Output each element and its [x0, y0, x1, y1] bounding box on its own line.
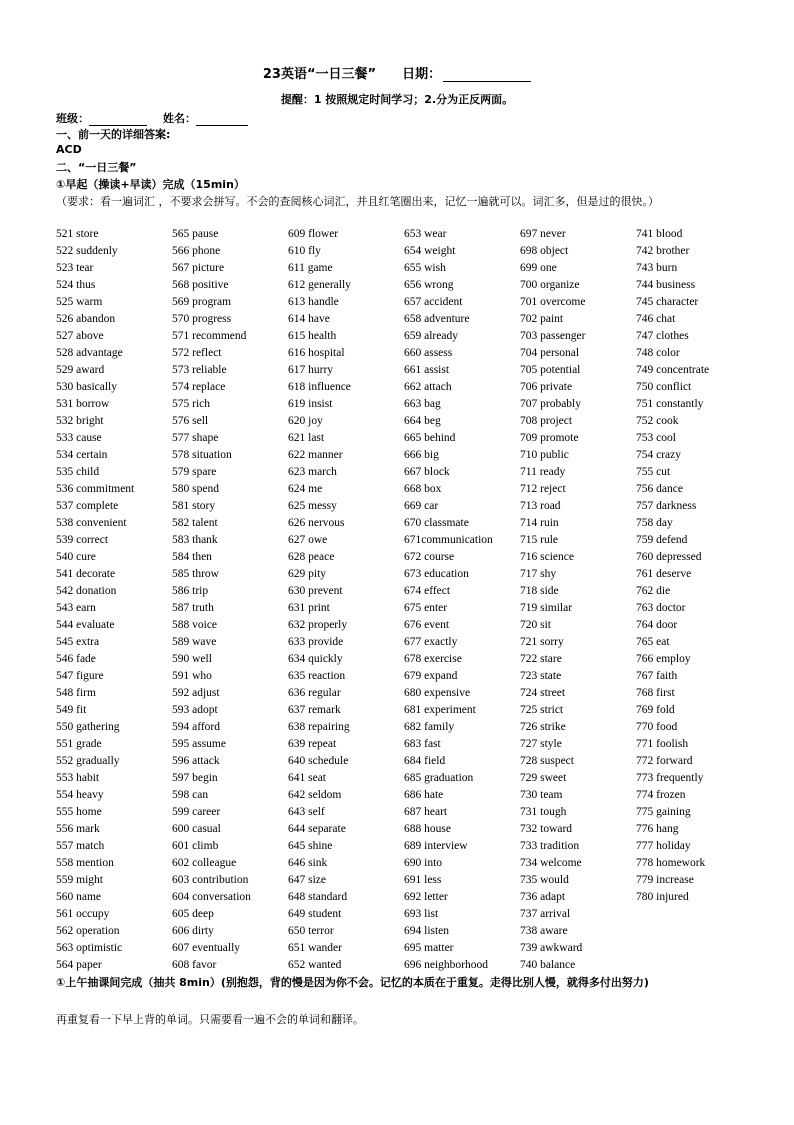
vocab-item: 775 gaining: [636, 806, 691, 818]
vocab-item: 665 behind: [404, 432, 456, 444]
vocab-item: 568 positive: [172, 279, 229, 291]
vocab-item: 530 basically: [56, 381, 117, 393]
vocab-item: 683 fast: [404, 738, 441, 750]
vocab-item: 582 talent: [172, 517, 218, 529]
vocab-item: 760 depressed: [636, 551, 702, 563]
vocab-item: 538 convenient: [56, 517, 127, 529]
vocab-item: 689 interview: [404, 840, 468, 852]
vocab-item: 528 advantage: [56, 347, 123, 359]
vocab-item: 674 effect: [404, 585, 451, 597]
vocab-item: 550 gathering: [56, 721, 120, 733]
vocab-item: 762 die: [636, 585, 671, 597]
name-label: 姓名：: [163, 112, 196, 125]
vocab-item: 716 science: [520, 551, 574, 563]
vocab-item: 596 attack: [172, 755, 220, 767]
vocab-item: 522 suddenly: [56, 245, 118, 257]
vocab-item: 669 car: [404, 500, 439, 512]
vocab-item: 701 overcome: [520, 296, 586, 308]
vocab-item: 770 food: [636, 721, 678, 733]
vocab-item: 592 adjust: [172, 687, 220, 699]
vocab-item: 537 complete: [56, 500, 119, 512]
vocab-item: 696 neighborhood: [404, 959, 489, 971]
vocab-item: 614 have: [288, 313, 330, 325]
vocab-item: 631 print: [288, 602, 330, 614]
vocab-item: 547 figure: [56, 670, 104, 682]
vocab-item: 658 adventure: [404, 313, 470, 325]
vocab-item: 732 toward: [520, 823, 573, 835]
vocab-item: 584 then: [172, 551, 212, 563]
vocab-item: 700 organize: [520, 279, 580, 291]
class-blank[interactable]: [89, 114, 147, 126]
vocab-item: 690 into: [404, 857, 443, 869]
vocab-item: 743 burn: [636, 262, 678, 274]
vocab-item: 563 optimistic: [56, 942, 123, 954]
vocab-item: 706 private: [520, 381, 573, 393]
section-1-answer: ACD: [56, 143, 82, 156]
vocab-item: 649 student: [288, 908, 342, 920]
vocab-item: 742 brother: [636, 245, 690, 257]
vocab-item: 624 me: [288, 483, 323, 495]
vocab-item: 632 properly: [288, 619, 348, 631]
vocab-item: 693 list: [404, 908, 439, 920]
vocab-item: 628 peace: [288, 551, 335, 563]
vocab-item: 552 gradually: [56, 755, 120, 767]
vocab-item: 715 rule: [520, 534, 559, 546]
vocab-item: 575 rich: [172, 398, 211, 410]
title-text: 23英语“一日三餐”: [262, 67, 377, 82]
vocab-item: 607 eventually: [172, 942, 241, 954]
vocab-item: 670 classmate: [404, 517, 469, 529]
vocab-item: 656 wrong: [404, 279, 454, 291]
vocab-item: 655 wish: [404, 262, 446, 274]
vocab-item: 763 doctor: [636, 602, 686, 614]
vocab-item: 622 manner: [288, 449, 343, 461]
vocab-item: 618 influence: [288, 381, 351, 393]
vocab-item: 752 cook: [636, 415, 679, 427]
vocab-item: 574 replace: [172, 381, 226, 393]
vocab-item: 645 shine: [288, 840, 333, 852]
vocab-item: 755 cut: [636, 466, 671, 478]
vocab-item: 749 concentrate: [636, 364, 710, 376]
vocab-item: 570 progress: [172, 313, 232, 325]
vocab-item: 739 awkward: [520, 942, 583, 954]
vocab-item: 571 recommend: [172, 330, 247, 342]
vocab-item: 597 begin: [172, 772, 218, 784]
noon-heading: ①上午抽课间完成（抽共 8min）(别抱怨，背的慢是因为你不会。记忆的本质在于重复。走得比别人慢，就得多付出努力): [56, 976, 649, 989]
vocab-item: 680 expensive: [404, 687, 471, 699]
vocab-item: 682 family: [404, 721, 455, 733]
vocab-item: 603 contribution: [172, 874, 249, 886]
vocab-item: 606 dirty: [172, 925, 214, 937]
vocab-item: 559 might: [56, 874, 103, 886]
vocab-item: 569 program: [172, 296, 232, 308]
vocab-column: [520, 226, 636, 978]
vocab-item: 676 event: [404, 619, 450, 631]
vocab-item: 561 occupy: [56, 908, 110, 920]
date-label: 日期：: [402, 67, 442, 82]
vocab-item: 703 passenger: [520, 330, 586, 342]
vocab-item: 726 strike: [520, 721, 566, 733]
vocab-item: 630 prevent: [288, 585, 343, 597]
vocab-item: 652 wanted: [288, 959, 342, 971]
vocab-column: [288, 226, 404, 978]
vocab-item: 729 sweet: [520, 772, 567, 784]
vocab-item: 639 repeat: [288, 738, 337, 750]
vocab-item: 713 road: [520, 500, 561, 512]
vocab-item: 672 course: [404, 551, 455, 563]
vocab-item: 612 generally: [288, 279, 351, 291]
vocab-item: 678 exercise: [404, 653, 462, 665]
vocab-item: 609 flower: [288, 228, 339, 240]
class-label: 班级：: [56, 112, 89, 125]
vocab-item: 524 thus: [56, 279, 96, 291]
vocab-item: 623 march: [288, 466, 337, 478]
vocab-item: 647 size: [288, 874, 327, 886]
vocab-item: 751 constantly: [636, 398, 704, 410]
vocab-item: 610 fly: [288, 245, 321, 257]
vocab-item: 589 wave: [172, 636, 217, 648]
vocab-item: 691 less: [404, 874, 442, 886]
vocab-item: 764 door: [636, 619, 678, 631]
vocab-item: 758 day: [636, 517, 673, 529]
vocab-item: 554 heavy: [56, 789, 104, 801]
vocab-item: 738 aware: [520, 925, 568, 937]
vocab-item: 591 who: [172, 670, 212, 682]
vocab-item: 761 deserve: [636, 568, 692, 580]
vocab-item: 710 public: [520, 449, 569, 461]
vocab-item: 586 trip: [172, 585, 209, 597]
vocab-item: 545 extra: [56, 636, 100, 648]
vocab-item: 567 picture: [172, 262, 225, 274]
vocab-item: 664 beg: [404, 415, 441, 427]
vocab-item: 720 sit: [520, 619, 551, 631]
page-title: [0, 63, 794, 82]
vocab-item: 697 never: [520, 228, 566, 240]
vocab-item: 526 abandon: [56, 313, 116, 325]
vocab-item: 712 reject: [520, 483, 566, 495]
vocab-item: 604 conversation: [172, 891, 251, 903]
vocab-item: 753 cool: [636, 432, 676, 444]
vocab-item: 539 correct: [56, 534, 109, 546]
vocab-item: 671communication: [404, 534, 493, 546]
vocab-column: [56, 226, 172, 978]
vocab-item: 557 match: [56, 840, 105, 852]
section-2-heading: 二、“一日三餐”: [56, 161, 137, 174]
vocab-item: 536 commitment: [56, 483, 135, 495]
vocab-item: 599 career: [172, 806, 221, 818]
vocab-item: 648 standard: [288, 891, 348, 903]
vocab-item: 581 story: [172, 500, 216, 512]
vocab-item: 616 hospital: [288, 347, 345, 359]
vocab-item: 769 fold: [636, 704, 675, 716]
vocab-item: 565 pause: [172, 228, 219, 240]
vocab-item: 566 phone: [172, 245, 221, 257]
vocab-item: 642 seldom: [288, 789, 342, 801]
vocab-item: 617 hurry: [288, 364, 334, 376]
vocab-item: 555 home: [56, 806, 102, 818]
vocab-item: 735 would: [520, 874, 569, 886]
vocab-item: 754 crazy: [636, 449, 682, 461]
vocab-item: 767 faith: [636, 670, 678, 682]
vocab-item: 651 wander: [288, 942, 342, 954]
vocab-item: 587 truth: [172, 602, 214, 614]
section-1-heading: 一、前一天的详细答案:: [56, 128, 171, 141]
vocab-item: 733 tradition: [520, 840, 580, 852]
vocab-item: 580 spend: [172, 483, 219, 495]
vocab-item: 578 situation: [172, 449, 232, 461]
vocab-item: 699 one: [520, 262, 557, 274]
vocab-item: 534 certain: [56, 449, 108, 461]
morning-heading: ①早起（操读+早读）完成（15min）: [56, 178, 245, 191]
vocab-item: 605 deep: [172, 908, 214, 920]
vocab-item: 737 arrival: [520, 908, 571, 920]
vocab-item: 707 probably: [520, 398, 582, 410]
vocab-item: 638 repairing: [288, 721, 350, 733]
vocab-item: 620 joy: [288, 415, 323, 427]
vocab-item: 730 team: [520, 789, 563, 801]
vocab-item: 722 stare: [520, 653, 562, 665]
vocab-item: 529 award: [56, 364, 105, 376]
vocab-item: 654 weight: [404, 245, 456, 257]
vocab-item: 533 cause: [56, 432, 102, 444]
vocab-item: 598 can: [172, 789, 209, 801]
vocab-item: 757 darkness: [636, 500, 697, 512]
vocab-item: 688 house: [404, 823, 451, 835]
vocab-item: 705 potential: [520, 364, 581, 376]
vocab-item: 527 above: [56, 330, 104, 342]
vocab-item: 741 blood: [636, 228, 683, 240]
vocab-item: 595 assume: [172, 738, 226, 750]
vocab-item: 573 reliable: [172, 364, 227, 376]
vocab-item: 560 name: [56, 891, 102, 903]
vocab-item: 641 seat: [288, 772, 327, 784]
vocab-item: 773 frequently: [636, 772, 704, 784]
vocab-item: 772 forward: [636, 755, 693, 767]
vocab-item: 653 wear: [404, 228, 447, 240]
vocab-item: 633 provide: [288, 636, 344, 648]
vocab-item: 551 grade: [56, 738, 102, 750]
vocab-item: 626 nervous: [288, 517, 345, 529]
vocab-item: 667 block: [404, 466, 450, 478]
vocab-item: 601 climb: [172, 840, 219, 852]
vocab-item: 679 expand: [404, 670, 458, 682]
vocab-item: 686 hate: [404, 789, 444, 801]
vocab-item: 562 operation: [56, 925, 120, 937]
vocab-item: 714 ruin: [520, 517, 559, 529]
vocab-item: 546 fade: [56, 653, 96, 665]
vocab-item: 532 bright: [56, 415, 104, 427]
vocab-item: 711 ready: [520, 466, 566, 478]
vocab-item: 634 quickly: [288, 653, 343, 665]
vocab-item: 611 game: [288, 262, 333, 274]
vocab-item: 540 cure: [56, 551, 96, 563]
vocab-item: 650 terror: [288, 925, 334, 937]
vocab-item: 725 strict: [520, 704, 564, 716]
vocab-item: 535 child: [56, 466, 100, 478]
vocab-item: 590 well: [172, 653, 212, 665]
vocab-item: 549 fit: [56, 704, 87, 716]
vocab-item: 668 box: [404, 483, 442, 495]
noon-requirements: 再重复看一下早上背的单词。只需要看一遍不会的单词和翻译。: [56, 1013, 364, 1026]
vocab-item: 627 owe: [288, 534, 328, 546]
vocab-item: 675 enter: [404, 602, 448, 614]
vocab-item: 663 bag: [404, 398, 441, 410]
vocab-item: 637 remark: [288, 704, 341, 716]
vocab-item: 576 sell: [172, 415, 209, 427]
vocab-item: 541 decorate: [56, 568, 116, 580]
reminder-text: 提醒：1 按照规定时间学习；2.分为正反两面。: [280, 93, 514, 106]
vocab-item: 721 sorry: [520, 636, 564, 648]
vocab-item: 666 big: [404, 449, 439, 461]
vocab-item: 745 character: [636, 296, 699, 308]
vocab-item: 525 warm: [56, 296, 103, 308]
date-blank[interactable]: [443, 68, 531, 82]
vocab-item: 687 heart: [404, 806, 448, 818]
vocab-item: 548 firm: [56, 687, 96, 699]
vocab-item: 660 assess: [404, 347, 453, 359]
vocab-item: 621 last: [288, 432, 325, 444]
vocab-item: 577 shape: [172, 432, 219, 444]
vocab-item: 659 already: [404, 330, 458, 342]
vocab-item: 625 messy: [288, 500, 337, 512]
vocab-item: 523 tear: [56, 262, 94, 274]
vocab-item: 768 first: [636, 687, 675, 699]
vocab-column: [636, 226, 752, 978]
vocab-item: 521 store: [56, 228, 99, 240]
vocab-item: 759 defend: [636, 534, 688, 546]
vocab-item: 594 afford: [172, 721, 221, 733]
vocab-item: 640 schedule: [288, 755, 349, 767]
vocab-item: 553 habit: [56, 772, 100, 784]
vocab-item: 602 colleague: [172, 857, 237, 869]
vocab-item: 778 homework: [636, 857, 706, 869]
vocab-item: 677 exactly: [404, 636, 458, 648]
morning-requirements: （要求：看一遍词汇 ，不要求会拼写。不会的查阅核心词汇，并且红笔圈出来，记忆一遍就可以。词汇多，但是过的很快。）: [56, 195, 659, 208]
class-name-row: [56, 110, 248, 126]
vocab-item: 771 foolish: [636, 738, 689, 750]
vocab-item: 684 field: [404, 755, 446, 767]
vocab-item: 673 education: [404, 568, 469, 580]
vocab-item: 723 state: [520, 670, 562, 682]
vocab-item: 719 similar: [520, 602, 573, 614]
vocab-item: 748 color: [636, 347, 680, 359]
vocab-item: 698 object: [520, 245, 569, 257]
vocab-item: 685 graduation: [404, 772, 474, 784]
vocab-item: 644 separate: [288, 823, 346, 835]
vocab-item: 724 street: [520, 687, 566, 699]
vocab-item: 765 eat: [636, 636, 670, 648]
vocab-column: [404, 226, 520, 978]
vocab-item: 777 holiday: [636, 840, 691, 852]
vocab-item: 636 regular: [288, 687, 341, 699]
vocab-item: 727 style: [520, 738, 562, 750]
vocab-item: 635 reaction: [288, 670, 346, 682]
vocab-item: 643 self: [288, 806, 325, 818]
vocab-item: 776 hang: [636, 823, 679, 835]
vocab-item: 728 suspect: [520, 755, 574, 767]
vocab-item: 600 casual: [172, 823, 221, 835]
vocab-item: 681 experiment: [404, 704, 476, 716]
vocab-item: 718 side: [520, 585, 559, 597]
vocab-item: 747 clothes: [636, 330, 689, 342]
vocab-item: 717 shy: [520, 568, 557, 580]
vocab-item: 564 paper: [56, 959, 102, 971]
vocab-item: 543 earn: [56, 602, 96, 614]
vocab-item: 731 tough: [520, 806, 567, 818]
vocab-item: 694 listen: [404, 925, 450, 937]
vocab-item: 593 adopt: [172, 704, 218, 716]
vocab-item: 756 dance: [636, 483, 683, 495]
vocab-item: 780 injured: [636, 891, 689, 903]
vocab-item: 657 accident: [404, 296, 463, 308]
vocab-item: 702 paint: [520, 313, 564, 325]
vocab-item: 746 chat: [636, 313, 676, 325]
vocab-item: 615 health: [288, 330, 337, 342]
vocab-item: 695 matter: [404, 942, 454, 954]
vocab-item: 588 voice: [172, 619, 218, 631]
vocab-item: 619 insist: [288, 398, 333, 410]
vocab-item: 572 reflect: [172, 347, 222, 359]
vocab-column: [172, 226, 288, 978]
vocab-item: 779 increase: [636, 874, 694, 886]
vocab-item: 734 welcome: [520, 857, 582, 869]
vocab-item: 613 handle: [288, 296, 339, 308]
vocab-item: 556 mark: [56, 823, 100, 835]
vocab-item: 704 personal: [520, 347, 580, 359]
vocab-item: 708 project: [520, 415, 573, 427]
vocab-item: 542 donation: [56, 585, 117, 597]
vocab-item: 585 throw: [172, 568, 219, 580]
vocab-item: 740 balance: [520, 959, 576, 971]
vocab-item: 662 attach: [404, 381, 452, 393]
vocab-item: 629 pity: [288, 568, 327, 580]
vocab-item: 774 frozen: [636, 789, 686, 801]
vocab-item: 646 sink: [288, 857, 328, 869]
name-blank[interactable]: [196, 114, 248, 126]
vocab-item: 766 employ: [636, 653, 691, 665]
vocab-item: 736 adapt: [520, 891, 566, 903]
vocab-item: 544 evaluate: [56, 619, 115, 631]
vocab-item: 744 business: [636, 279, 696, 291]
vocab-item: 709 promote: [520, 432, 579, 444]
vocab-item: 558 mention: [56, 857, 114, 869]
vocab-table: [56, 226, 756, 978]
vocab-item: 661 assist: [404, 364, 450, 376]
vocab-item: 579 spare: [172, 466, 217, 478]
vocab-item: 692 letter: [404, 891, 448, 903]
vocab-item: 531 borrow: [56, 398, 110, 410]
vocab-item: 583 thank: [172, 534, 218, 546]
vocab-item: 750 conflict: [636, 381, 692, 393]
vocab-item: 608 favor: [172, 959, 217, 971]
